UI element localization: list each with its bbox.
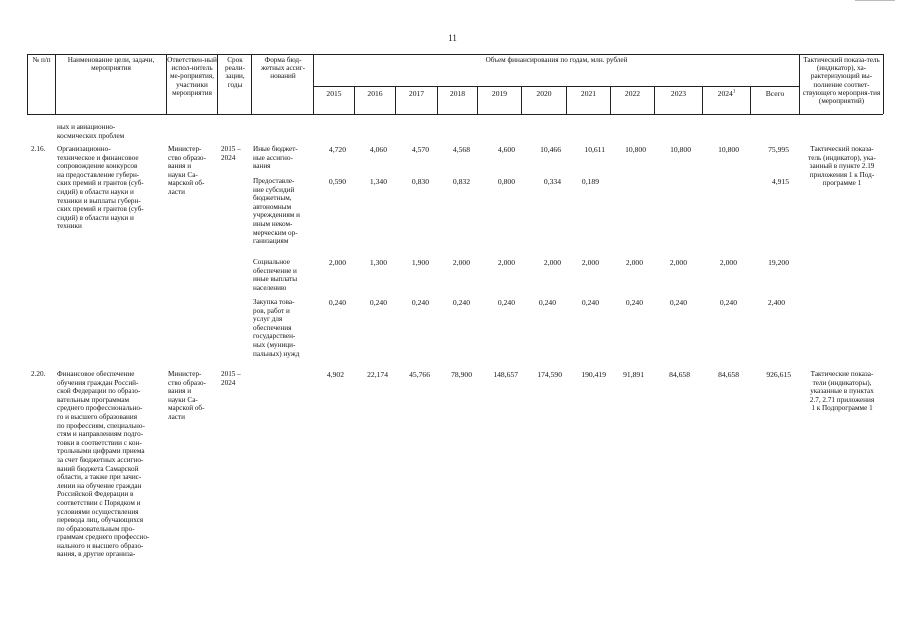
row-2-16-responsible: Министер- ство образо- вания и науки Са- марской об- ласти (168, 145, 206, 196)
year-2015: 2015 (326, 89, 342, 98)
year-total: Всего (765, 89, 785, 98)
value-cell: 4,568 (452, 145, 470, 154)
year-2020: 2020 (536, 89, 552, 98)
value-cell: 45,766 (409, 370, 430, 379)
year-2023: 2023 (670, 89, 687, 98)
row-2-16-num: 2.16. (31, 145, 46, 153)
value-cell: 0,800 (497, 177, 515, 186)
value-cell: 84,658 (718, 370, 739, 379)
value-cell: 10,800 (670, 145, 691, 154)
value-cell: 4,600 (497, 145, 515, 154)
value-cell: 148,657 (493, 370, 518, 379)
table-header-bottom-border (27, 114, 883, 115)
value-cell: 1,900 (411, 258, 429, 267)
budget-form-label: Иные бюджет- ные ассигно- вания (253, 145, 298, 171)
value-cell: 190,419 (581, 370, 606, 379)
value-cell: 2,000 (452, 258, 470, 267)
value-cell: 10,800 (625, 145, 646, 154)
row-2-16-period: 2015 – 2024 (221, 145, 241, 162)
value-cell: 0,240 (625, 298, 643, 307)
row-2-20-name: Финансовое обеспечение обучения граждан Россий- ской Федерации по образо- вательным программам среднего профессионально- го и высшего образования по профессиям, специально- стям и направлениям подго- товки в соответствии с кон- трольными цифрами приема за счет бюджетных ассигно- ваний бюджета Самарской области, а также при зачис- лении на обучение граждан Российской Федерации в соответствии с Порядком и условиями осуществления перевода лиц, обучающихся по образовательным про- граммам среднего профессио- нального и высшего образо- вания, в другие организа- (57, 370, 150, 559)
value-cell: 0,830 (411, 177, 429, 186)
value-cell: 4,720 (328, 145, 346, 154)
value-cell: 0,240 (497, 298, 515, 307)
total-cell: 19,200 (768, 258, 789, 267)
row-2-20-responsible: Министер- ство образо- вания и науки Са- марской об- ласти (168, 370, 206, 421)
value-cell: 0,334 (543, 177, 561, 186)
year-2019: 2019 (491, 89, 508, 98)
value-cell: 0,240 (369, 298, 387, 307)
header-period: Срок реали-зации, годы (225, 56, 245, 89)
header-num: № п/п (32, 56, 51, 64)
row-2-16-indicator: Тактический показа- тель (индикатор), ука- занный в пункте 2.19 приложения 1 к Под- программе 1 (808, 145, 876, 188)
year-2022: 2022 (624, 89, 641, 98)
year-2016: 2016 (367, 89, 383, 98)
row-2-20-num: 2.20. (31, 370, 46, 378)
value-cell: 2,000 (581, 258, 599, 267)
header-responsible: Ответствен-ный испол-нитель ме-роприятия, участники мероприятия (167, 56, 217, 97)
total-cell: 2,400 (767, 298, 785, 307)
value-cell: 0,590 (328, 177, 346, 186)
value-cell: 78,900 (451, 370, 472, 379)
value-cell: 0,240 (719, 298, 737, 307)
header-funding: Объем финансирования по годам, млн. рублей (485, 56, 628, 64)
col-border (883, 54, 884, 114)
years-row-top-border (313, 86, 799, 87)
value-cell: 4,060 (369, 145, 387, 154)
value-cell: 10,611 (584, 145, 605, 154)
year-2018: 2018 (449, 89, 466, 98)
value-cell: 2,000 (719, 258, 737, 267)
budget-form-label: Предоставле- ние субсидий бюджетным, автономным учреждениям и иным неком- мерческим ор- ганизациям (253, 177, 300, 246)
value-cell: 2,000 (625, 258, 643, 267)
value-cell: 4,902 (326, 370, 344, 379)
value-cell: 174,590 (537, 370, 562, 379)
footnote-marker: 1 (732, 89, 736, 95)
value-cell: 2,000 (328, 258, 346, 267)
value-cell: 2,000 (497, 258, 515, 267)
total-cell: 926,615 (766, 370, 791, 379)
carry-over-text: ных и авиационно- космических проблем (57, 123, 125, 140)
year-2024: 2024$^1$ (717, 89, 736, 98)
value-cell: 1,340 (369, 177, 387, 186)
year-2017: 2017 (408, 89, 425, 98)
value-cell: 91,891 (623, 370, 644, 379)
value-cell: 0,240 (328, 298, 346, 307)
value-cell: 0,240 (411, 298, 429, 307)
budget-form-label: Закупка това- ров, работ и услуг для обеспечения государствен- ных (муници- пальных) нужд (253, 298, 300, 358)
col-border (251, 54, 252, 114)
header-name: Наименование цели, задачи, мероприятия (67, 56, 155, 73)
row-2-16-name: Организационно- техническое и финансовое сопровождение конкурсов на предоставление губерн- ских премий и грантов (суб- сидий) в области науки и техники и выплаты губерн- ских премий и грантов (суб- сидий) в области науки и техники (57, 145, 144, 231)
value-cell: 0,240 (669, 298, 687, 307)
value-cell: 0,240 (452, 298, 470, 307)
header-indicator: Тактический показа-тель (индикатор), ха-рактеризующий вы-полнение соответ-ствующего мероприя-тия (мероприятий) (802, 56, 881, 106)
budget-form-label: Социальное обеспечение и иные выплаты населению (253, 258, 298, 292)
value-cell: 10,466 (540, 145, 561, 154)
value-cell: 84,658 (669, 370, 690, 379)
scan-artifact-line (855, 0, 895, 1)
value-cell: 2,000 (543, 258, 561, 267)
total-cell: 4,915 (771, 177, 789, 186)
col-border (217, 54, 218, 114)
value-cell: 0,240 (581, 298, 599, 307)
header-form: Форма бюд-жетных ассиг-нований (260, 56, 306, 81)
value-cell: 10,800 (718, 145, 739, 154)
col-border (55, 54, 56, 114)
value-cell: 2,000 (669, 258, 687, 267)
value-cell: 0,240 (538, 298, 556, 307)
row-2-20-period: 2015 – 2024 (221, 370, 241, 387)
row-2-20-indicator: Тактические показа- тели (индикаторы), указанные в пунктах 2.7, 2.71 приложения 1 к Подпрограмме 1 (809, 370, 875, 413)
year-2021: 2021 (580, 89, 597, 98)
value-cell: 0,832 (452, 177, 470, 186)
value-cell: 22,174 (367, 370, 388, 379)
total-cell: 75,995 (768, 145, 789, 154)
page-number: 11 (448, 33, 457, 43)
value-cell: 1,300 (369, 258, 387, 267)
value-cell: 4,570 (411, 145, 429, 154)
value-cell: 0,189 (581, 177, 599, 186)
table-top-border (27, 54, 883, 55)
